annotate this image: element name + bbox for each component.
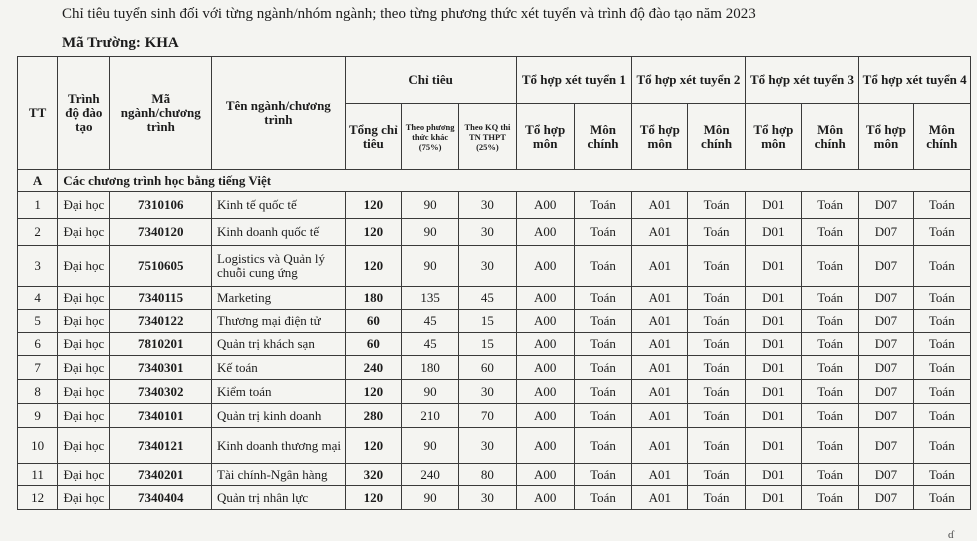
header-main-subject-2: Môn chính [688, 104, 745, 170]
row-main-2: Toán [688, 464, 745, 486]
row-combo-2: A01 [632, 287, 688, 310]
row-combo-4: D07 [859, 356, 913, 380]
row-main-4: Toán [913, 428, 970, 464]
row-quota-other: 90 [401, 219, 458, 246]
row-combo-3: D01 [745, 404, 801, 428]
row-combo-3: D01 [745, 428, 801, 464]
row-combo-4: D07 [859, 486, 913, 510]
table-row [18, 310, 971, 333]
row-level: Đại học [58, 310, 110, 333]
row-combo-3: D01 [745, 192, 801, 219]
row-level: Đại học [58, 486, 110, 510]
row-main-2: Toán [688, 246, 745, 287]
row-combo-1: A00 [516, 464, 574, 486]
row-combo-3: D01 [745, 356, 801, 380]
admission-quota-table [17, 56, 971, 510]
row-total: 320 [345, 464, 401, 486]
row-number: 1 [18, 192, 58, 219]
row-quota-exam: 30 [459, 192, 516, 219]
row-level: Đại học [58, 428, 110, 464]
row-level: Đại học [58, 464, 110, 486]
row-combo-3: D01 [745, 333, 801, 356]
row-main-1: Toán [574, 219, 631, 246]
table-row [18, 380, 971, 404]
row-main-3: Toán [802, 486, 859, 510]
row-total: 120 [345, 428, 401, 464]
header-main-subject-4: Môn chính [913, 104, 970, 170]
row-main-1: Toán [574, 380, 631, 404]
table-row [18, 333, 971, 356]
row-main-1: Toán [574, 287, 631, 310]
row-combo-1: A00 [516, 219, 574, 246]
row-number: 8 [18, 380, 58, 404]
row-code: 7340201 [110, 464, 212, 486]
row-main-2: Toán [688, 356, 745, 380]
row-name: Thương mại điện tử [212, 310, 346, 333]
row-combo-3: D01 [745, 380, 801, 404]
row-combo-4: D07 [859, 428, 913, 464]
row-total: 60 [345, 310, 401, 333]
row-main-4: Toán [913, 356, 970, 380]
row-main-2: Toán [688, 287, 745, 310]
row-main-1: Toán [574, 310, 631, 333]
header-quota: Chỉ tiêu [345, 57, 516, 104]
row-combo-3: D01 [745, 219, 801, 246]
row-combo-2: A01 [632, 356, 688, 380]
row-code: 7340122 [110, 310, 212, 333]
row-quota-exam: 15 [459, 310, 516, 333]
row-code: 7810201 [110, 333, 212, 356]
row-combo-4: D07 [859, 287, 913, 310]
row-main-3: Toán [802, 333, 859, 356]
row-main-4: Toán [913, 287, 970, 310]
row-name: Quản trị kinh doanh [212, 404, 346, 428]
row-name: Kinh tế quốc tế [212, 192, 346, 219]
table-row [18, 356, 971, 380]
row-combo-3: D01 [745, 464, 801, 486]
row-main-2: Toán [688, 428, 745, 464]
row-combo-1: A00 [516, 380, 574, 404]
section-title: Các chương trình học bằng tiếng Việt [58, 170, 971, 192]
row-level: Đại học [58, 192, 110, 219]
row-main-3: Toán [802, 287, 859, 310]
header-combo-subject-2: Tổ hợp môn [632, 104, 688, 170]
row-name: Tài chính-Ngân hàng [212, 464, 346, 486]
row-total: 120 [345, 219, 401, 246]
row-code: 7310106 [110, 192, 212, 219]
table-body [18, 170, 971, 510]
row-main-3: Toán [802, 219, 859, 246]
row-quota-other: 90 [401, 380, 458, 404]
row-level: Đại học [58, 219, 110, 246]
row-combo-4: D07 [859, 192, 913, 219]
row-quota-other: 90 [401, 246, 458, 287]
row-main-1: Toán [574, 404, 631, 428]
row-combo-1: A00 [516, 310, 574, 333]
section-row [18, 170, 971, 192]
row-combo-2: A01 [632, 404, 688, 428]
row-combo-2: A01 [632, 428, 688, 464]
row-main-3: Toán [802, 380, 859, 404]
row-main-2: Toán [688, 192, 745, 219]
row-total: 120 [345, 192, 401, 219]
row-code: 7340115 [110, 287, 212, 310]
row-combo-4: D07 [859, 380, 913, 404]
row-code: 7340121 [110, 428, 212, 464]
document-caption: Chỉ tiêu tuyển sinh đối với từng ngành/nhóm ngành; theo từng phương thức xét tuyển và trình độ đào tạo năm 2023 [62, 6, 756, 22]
row-main-3: Toán [802, 464, 859, 486]
row-code: 7510605 [110, 246, 212, 287]
row-quota-exam: 15 [459, 333, 516, 356]
row-main-3: Toán [802, 404, 859, 428]
section-label: A [18, 170, 58, 192]
row-combo-3: D01 [745, 246, 801, 287]
row-main-1: Toán [574, 428, 631, 464]
row-number: 5 [18, 310, 58, 333]
row-main-4: Toán [913, 246, 970, 287]
header-main-subject-3: Môn chính [802, 104, 859, 170]
row-combo-2: A01 [632, 246, 688, 287]
row-combo-3: D01 [745, 486, 801, 510]
row-combo-1: A00 [516, 486, 574, 510]
row-level: Đại học [58, 404, 110, 428]
row-name: Kinh doanh thương mại [212, 428, 346, 464]
row-main-3: Toán [802, 246, 859, 287]
row-number: 11 [18, 464, 58, 486]
row-number: 2 [18, 219, 58, 246]
row-main-3: Toán [802, 192, 859, 219]
header-quota-exam: Theo KQ thi TN THPT (25%) [459, 104, 516, 170]
row-quota-other: 210 [401, 404, 458, 428]
row-name: Marketing [212, 287, 346, 310]
table-row [18, 486, 971, 510]
row-combo-2: A01 [632, 464, 688, 486]
row-main-4: Toán [913, 404, 970, 428]
table-row [18, 219, 971, 246]
row-main-1: Toán [574, 464, 631, 486]
row-code: 7340301 [110, 356, 212, 380]
row-number: 3 [18, 246, 58, 287]
header-combo-subject-4: Tổ hợp môn [859, 104, 913, 170]
row-quota-exam: 30 [459, 486, 516, 510]
row-combo-3: D01 [745, 287, 801, 310]
row-main-4: Toán [913, 333, 970, 356]
row-main-3: Toán [802, 356, 859, 380]
row-number: 4 [18, 287, 58, 310]
table-row [18, 404, 971, 428]
table-row [18, 287, 971, 310]
row-combo-4: D07 [859, 219, 913, 246]
row-quota-exam: 80 [459, 464, 516, 486]
row-total: 60 [345, 333, 401, 356]
row-main-4: Toán [913, 192, 970, 219]
row-main-1: Toán [574, 486, 631, 510]
row-quota-other: 135 [401, 287, 458, 310]
row-level: Đại học [58, 380, 110, 404]
row-main-3: Toán [802, 428, 859, 464]
row-quota-exam: 45 [459, 287, 516, 310]
row-name: Kiểm toán [212, 380, 346, 404]
header-quota-total: Tổng chỉ tiêu [345, 104, 401, 170]
row-combo-1: A00 [516, 404, 574, 428]
header-main-subject-1: Môn chính [574, 104, 631, 170]
row-quota-exam: 30 [459, 219, 516, 246]
row-number: 12 [18, 486, 58, 510]
row-combo-3: D01 [745, 310, 801, 333]
header-code: Mã ngành/chương trình [110, 57, 212, 170]
row-name: Kinh doanh quốc tế [212, 219, 346, 246]
row-level: Đại học [58, 246, 110, 287]
row-quota-exam: 60 [459, 356, 516, 380]
row-total: 240 [345, 356, 401, 380]
corner-ink-mark: ɗ [948, 529, 954, 541]
row-quota-exam: 30 [459, 380, 516, 404]
row-total: 180 [345, 287, 401, 310]
row-quota-other: 90 [401, 192, 458, 219]
row-main-2: Toán [688, 333, 745, 356]
row-number: 9 [18, 404, 58, 428]
row-total: 120 [345, 486, 401, 510]
row-level: Đại học [58, 287, 110, 310]
header-tt: TT [18, 57, 58, 170]
header-combo-subject-3: Tổ hợp môn [745, 104, 801, 170]
row-total: 120 [345, 380, 401, 404]
row-quota-other: 240 [401, 464, 458, 486]
row-quota-exam: 30 [459, 246, 516, 287]
row-combo-1: A00 [516, 192, 574, 219]
row-level: Đại học [58, 356, 110, 380]
row-quota-other: 90 [401, 486, 458, 510]
table-row [18, 246, 971, 287]
row-combo-4: D07 [859, 333, 913, 356]
row-main-1: Toán [574, 333, 631, 356]
header-combo-1: Tổ hợp xét tuyển 1 [516, 57, 632, 104]
row-total: 120 [345, 246, 401, 287]
header-combo-4: Tổ hợp xét tuyển 4 [859, 57, 971, 104]
row-combo-2: A01 [632, 192, 688, 219]
row-main-1: Toán [574, 192, 631, 219]
table-row [18, 428, 971, 464]
row-number: 7 [18, 356, 58, 380]
row-main-2: Toán [688, 404, 745, 428]
row-combo-1: A00 [516, 428, 574, 464]
header-name: Tên ngành/chương trình [212, 57, 346, 170]
row-combo-1: A00 [516, 287, 574, 310]
row-combo-4: D07 [859, 404, 913, 428]
row-name: Kế toán [212, 356, 346, 380]
row-main-4: Toán [913, 219, 970, 246]
row-quota-other: 45 [401, 310, 458, 333]
row-quota-other: 45 [401, 333, 458, 356]
row-main-4: Toán [913, 464, 970, 486]
school-code: Mã Trường: KHA [62, 35, 179, 51]
header-combo-subject-1: Tổ hợp môn [516, 104, 574, 170]
row-number: 6 [18, 333, 58, 356]
row-combo-4: D07 [859, 246, 913, 287]
row-combo-2: A01 [632, 219, 688, 246]
row-combo-2: A01 [632, 380, 688, 404]
row-combo-2: A01 [632, 310, 688, 333]
row-code: 7340101 [110, 404, 212, 428]
row-quota-exam: 70 [459, 404, 516, 428]
row-combo-1: A00 [516, 246, 574, 287]
row-code: 7340120 [110, 219, 212, 246]
row-quota-other: 90 [401, 428, 458, 464]
row-combo-4: D07 [859, 464, 913, 486]
row-number: 10 [18, 428, 58, 464]
table-row [18, 192, 971, 219]
table-row [18, 464, 971, 486]
row-quota-other: 180 [401, 356, 458, 380]
row-main-4: Toán [913, 310, 970, 333]
row-name: Quản trị khách sạn [212, 333, 346, 356]
header-level: Trình độ đào tạo [58, 57, 110, 170]
row-main-2: Toán [688, 380, 745, 404]
row-combo-1: A00 [516, 356, 574, 380]
row-code: 7340404 [110, 486, 212, 510]
row-main-4: Toán [913, 486, 970, 510]
row-main-2: Toán [688, 310, 745, 333]
row-combo-1: A00 [516, 333, 574, 356]
row-main-3: Toán [802, 310, 859, 333]
row-main-2: Toán [688, 219, 745, 246]
header-combo-3: Tổ hợp xét tuyển 3 [745, 57, 859, 104]
row-main-1: Toán [574, 246, 631, 287]
row-main-1: Toán [574, 356, 631, 380]
header-combo-2: Tổ hợp xét tuyển 2 [632, 57, 746, 104]
row-total: 280 [345, 404, 401, 428]
row-combo-2: A01 [632, 486, 688, 510]
row-code: 7340302 [110, 380, 212, 404]
row-main-2: Toán [688, 486, 745, 510]
row-name: Quản trị nhân lực [212, 486, 346, 510]
row-level: Đại học [58, 333, 110, 356]
row-name: Logistics và Quản lý chuỗi cung ứng [212, 246, 346, 287]
row-combo-2: A01 [632, 333, 688, 356]
row-quota-exam: 30 [459, 428, 516, 464]
header-quota-other: Theo phương thức khác (75%) [401, 104, 458, 170]
row-combo-4: D07 [859, 310, 913, 333]
row-main-4: Toán [913, 380, 970, 404]
